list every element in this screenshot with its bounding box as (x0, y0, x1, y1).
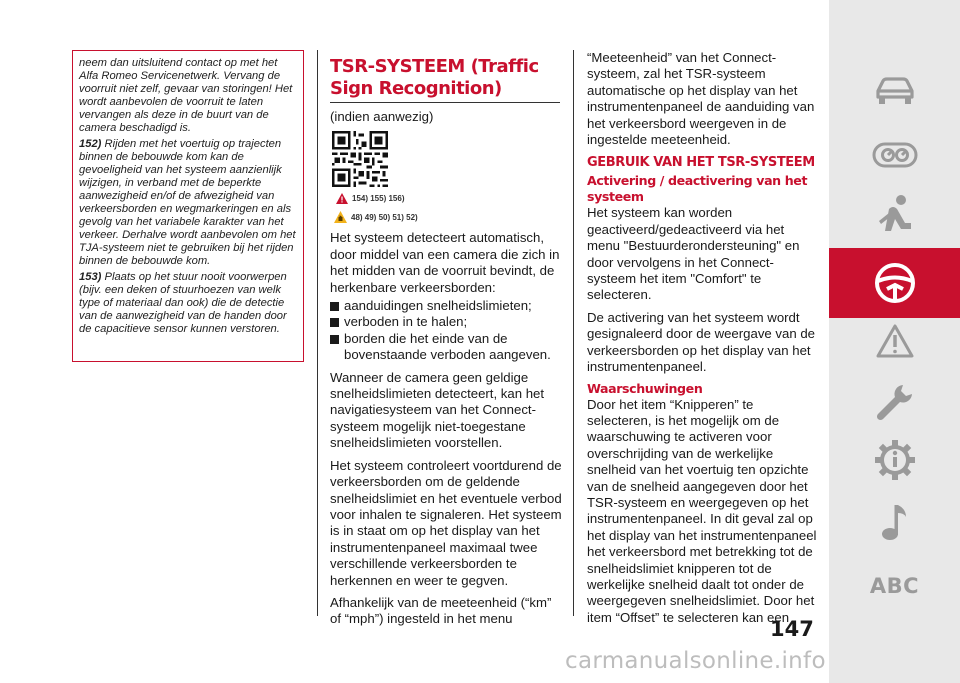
section-title: TSR-SYSTEEM (Traffic Sign Recognition) (330, 56, 539, 99)
airbag-seat-icon (875, 193, 915, 237)
warning-note-152 (79, 138, 296, 269)
sidebar-item-technical-data[interactable] (829, 425, 960, 495)
sidebar-item-vehicle[interactable] (829, 56, 960, 126)
square-bullet-icon (330, 335, 339, 344)
note-number: 153) (79, 270, 102, 283)
paragraph: De activering van het systeem wordt gesignaleerd door de weergave van de verkeersborden op het display van het instrumentenpaneel. (587, 309, 816, 375)
paragraph: Het systeem kan worden geactiveerd/gedeactiveerd via het menu "Bestuurderondersteuning" en door vervolgens in het Connect-systeem het item "Comfort" te selecteren. (587, 205, 800, 303)
sidebar-item-index[interactable] (829, 551, 960, 621)
reference-numbers: 154) 155) 156) (352, 193, 405, 203)
wrench-icon (873, 381, 917, 425)
paragraph: Wanneer de camera geen geldige snelheidslimieten detecteert, kan het navigatiesysteem van het Connect-systeem mogelijk niet-toegestane snelheidslimieten voorstellen. (330, 369, 545, 451)
optional-note: (indien aanwezig) (330, 109, 434, 124)
reference-numbers: 48) 49) 50) 51) 52) (351, 212, 418, 222)
note-text: Rijden met het voertuig op trajecten binnen de bebouwde kom kan de gevoeligheid van het systeem aanzienlijk wijzigen, in verband met de beperkte aanwezigheid en/of de afwezigheid van verkeersborden en wegmarkeringen en als gevolg van het variabele karakter van het verkeer. Derhalve wordt aanbevolen om het TJA-systeem niet te gebruiken bij het rijden binnen de bebouwde kom. (79, 137, 296, 268)
bullet-item (330, 298, 564, 314)
square-bullet-icon (330, 302, 339, 311)
warning-triangle-icon (875, 323, 915, 359)
sidebar-item-multimedia[interactable] (829, 487, 960, 557)
dashboard-gauges-icon (872, 141, 918, 169)
subsection-heading: Waarschuwingen (587, 380, 703, 396)
square-bullet-icon (330, 318, 339, 327)
chapter-sidebar (829, 0, 960, 683)
paragraph: Het systeem detecteert automatisch, door middel van een camera die zich in het midden van de voorruit bevindt, de herkenbare verkeersborden: (330, 230, 560, 295)
sidebar-item-emergency[interactable] (829, 306, 960, 376)
paragraph: Afhankelijk van de meeteenheid (“km” of “mph”) ingesteld in het menu (330, 594, 552, 627)
bullet-text: aanduidingen snelheidslimieten; (344, 298, 532, 314)
note-number: 152) (79, 137, 102, 150)
column-divider (317, 50, 318, 616)
steering-wheel-icon (873, 261, 917, 305)
bullet-item (330, 314, 564, 330)
paragraph: “Meeteenheid” van het Connect-systeem, zal het TSR-systeem automatische op het display van het instrumentenpaneel de aanduiding van het verkeersbord weergeven in de ingestelde meeteenheid. (587, 50, 815, 148)
title-underline (330, 102, 560, 103)
warning-references (336, 189, 564, 207)
caution-references (334, 208, 564, 226)
music-note-icon (880, 501, 910, 543)
paragraph: Het systeem controleert voortdurend de verkeersborden om de geldende snelheidslimiet en het eventuele verbod voor inhalen te signaleren. Het systeem is in staat om op het display van het instrumentenpaneel maximaal twee verschillende verkeersborden te herkennen en weer te gegven. (330, 457, 562, 588)
warning-notes-box (72, 50, 304, 362)
index-abc-label: ABC (869, 574, 920, 598)
bullet-text: borden die het einde van de bovenstaande verboden aangeven. (344, 330, 551, 363)
qr-code-icon[interactable] (332, 131, 388, 187)
watermark-text: carmanualsonline.info (565, 648, 826, 674)
sidebar-item-safety[interactable] (829, 180, 960, 250)
right-column (587, 50, 819, 626)
note-text: Plaats op het stuur nooit voorwerpen (bijv. een deken of stuurhoezen van welk type of materiaal dan ook) die de detectie van de aanwezigheid van de handen door de capacitieve sensor kunnen verstoren. (79, 270, 287, 335)
warning-paragraph-continued: neem dan uitsluitend contact op met het Alfa Romeo Servicenetwerk. Vervang de voorruit niet zelf, gevaar van storingen! Het wordt aanbevolen de voorruit te laten vervangen als deze in de buurt van de camera beschadigd is. (79, 57, 293, 135)
column-divider (573, 50, 574, 616)
subsection-heading: Activering / deactivering van het systeem (587, 173, 808, 205)
body-text (330, 230, 564, 627)
car-icon (872, 75, 918, 107)
paragraph: Door het item “Knipperen” te selecteren, is het mogelijk om de waarschuwing te activeren voor overschrijding van de werkelijke snelheid van het voertuig ten opzichte van de snelheid aangegeven door het TSR-systeem en weergegeven op het instrumentenpaneel. In dit geval zal op het display van het instrumentenpaneel het verkeersbord met betrekking tot de snelheidslimiet knipperen tot de werkelijke snelheid daalt tot onder de weergegeven snelheidslimiet. Door het item “Offset” te selecteren kan een (587, 396, 817, 625)
middle-column (330, 56, 564, 634)
warning-note-153 (79, 271, 296, 336)
page-number: 147 (770, 617, 814, 641)
gear-info-icon (873, 438, 917, 482)
bullet-item (330, 331, 564, 364)
caution-hand-icon (334, 211, 347, 223)
bullet-text: verboden in te halen; (344, 314, 468, 330)
warning-triangle-icon (336, 193, 348, 204)
subsection-heading: GEBRUIK VAN HET TSR-SYSTEEM (587, 155, 815, 171)
